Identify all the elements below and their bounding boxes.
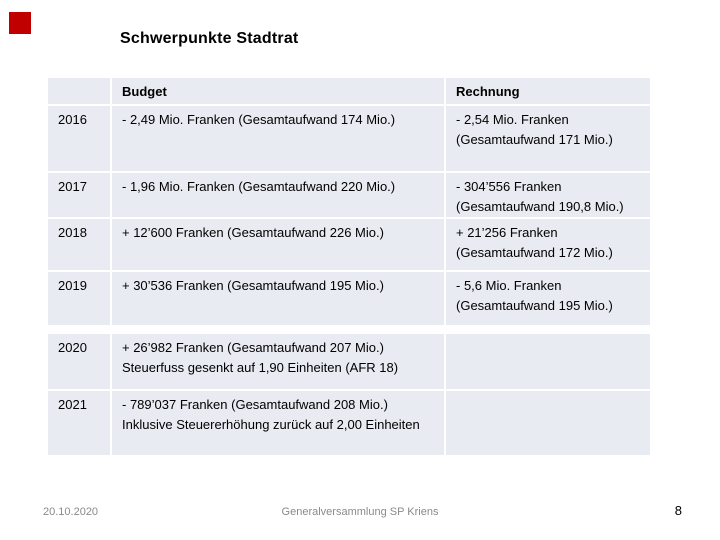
rechnung-cell xyxy=(446,173,650,217)
slide-title: Schwerpunkte Stadtrat xyxy=(120,30,299,47)
rechnung-cell-empty xyxy=(446,391,650,455)
budget-line: + 30’536 Franken (Gesamtaufwand 195 Mio.) xyxy=(122,278,384,293)
rechnung-line: (Gesamtaufwand 190,8 Mio.) xyxy=(456,199,624,214)
year-cell: 2020 xyxy=(48,334,110,389)
budget-cell xyxy=(112,272,444,325)
rechnung-line: - 2,54 Mio. Franken xyxy=(456,112,569,127)
rechnung-cell xyxy=(446,219,650,270)
rechnung-line: + 21’256 Franken xyxy=(456,225,558,240)
year-cell: 2021 xyxy=(48,391,110,455)
year-cell: 2016 xyxy=(48,106,110,171)
budget-cell xyxy=(112,219,444,270)
slide-logo-red-square xyxy=(9,12,31,34)
page-number: 8 xyxy=(674,503,682,518)
rechnung-cell xyxy=(446,106,650,171)
rechnung-cell-empty xyxy=(446,334,650,389)
budget-line: - 2,49 Mio. Franken (Gesamtaufwand 174 Mio.) xyxy=(122,112,396,127)
budget-line: + 12’600 Franken (Gesamtaufwand 226 Mio.) xyxy=(122,225,384,240)
rechnung-line: (Gesamtaufwand 195 Mio.) xyxy=(456,298,613,313)
table-header-row xyxy=(48,78,650,104)
budget-cell xyxy=(112,106,444,171)
table-row-spacer xyxy=(48,327,650,332)
budget-cell xyxy=(112,173,444,217)
header-budget-cell: Budget xyxy=(112,78,444,104)
year-cell: 2018 xyxy=(48,219,110,270)
year-cell: 2017 xyxy=(48,173,110,217)
budget-line: - 1,96 Mio. Franken (Gesamtaufwand 220 Mio.) xyxy=(122,179,396,194)
footer-date: 20.10.2020 xyxy=(43,506,99,518)
header-rechnung-cell: Rechnung xyxy=(446,78,650,104)
table-row-2018 xyxy=(48,219,650,270)
rechnung-line: - 5,6 Mio. Franken xyxy=(456,278,562,293)
footer-event-title: Generalversammlung SP Kriens xyxy=(281,506,439,518)
table-row-2019 xyxy=(48,272,650,325)
budget-line: Inklusive Steuererhöhung zurück auf 2,00 Einheiten xyxy=(122,417,420,432)
budget-cell xyxy=(112,391,444,455)
table-row-2017 xyxy=(48,173,650,217)
rechnung-line: (Gesamtaufwand 172 Mio.) xyxy=(456,245,613,260)
budget-line: Steuerfuss gesenkt auf 1,90 Einheiten (AFR 18) xyxy=(122,360,399,375)
rechnung-line: - 304’556 Franken xyxy=(456,179,562,194)
budget-table xyxy=(46,76,652,457)
table-row-2016 xyxy=(48,106,650,171)
table-row-2021 xyxy=(48,391,650,455)
table-row-2020 xyxy=(48,334,650,389)
budget-line: + 26’982 Franken (Gesamtaufwand 207 Mio.) xyxy=(122,340,384,355)
budget-table-container xyxy=(46,76,652,457)
year-cell: 2019 xyxy=(48,272,110,325)
budget-cell xyxy=(112,334,444,389)
header-year-cell xyxy=(48,78,110,104)
rechnung-line: (Gesamtaufwand 171 Mio.) xyxy=(456,132,613,147)
budget-line: - 789’037 Franken (Gesamtaufwand 208 Mio.) xyxy=(122,397,388,412)
rechnung-cell xyxy=(446,272,650,325)
